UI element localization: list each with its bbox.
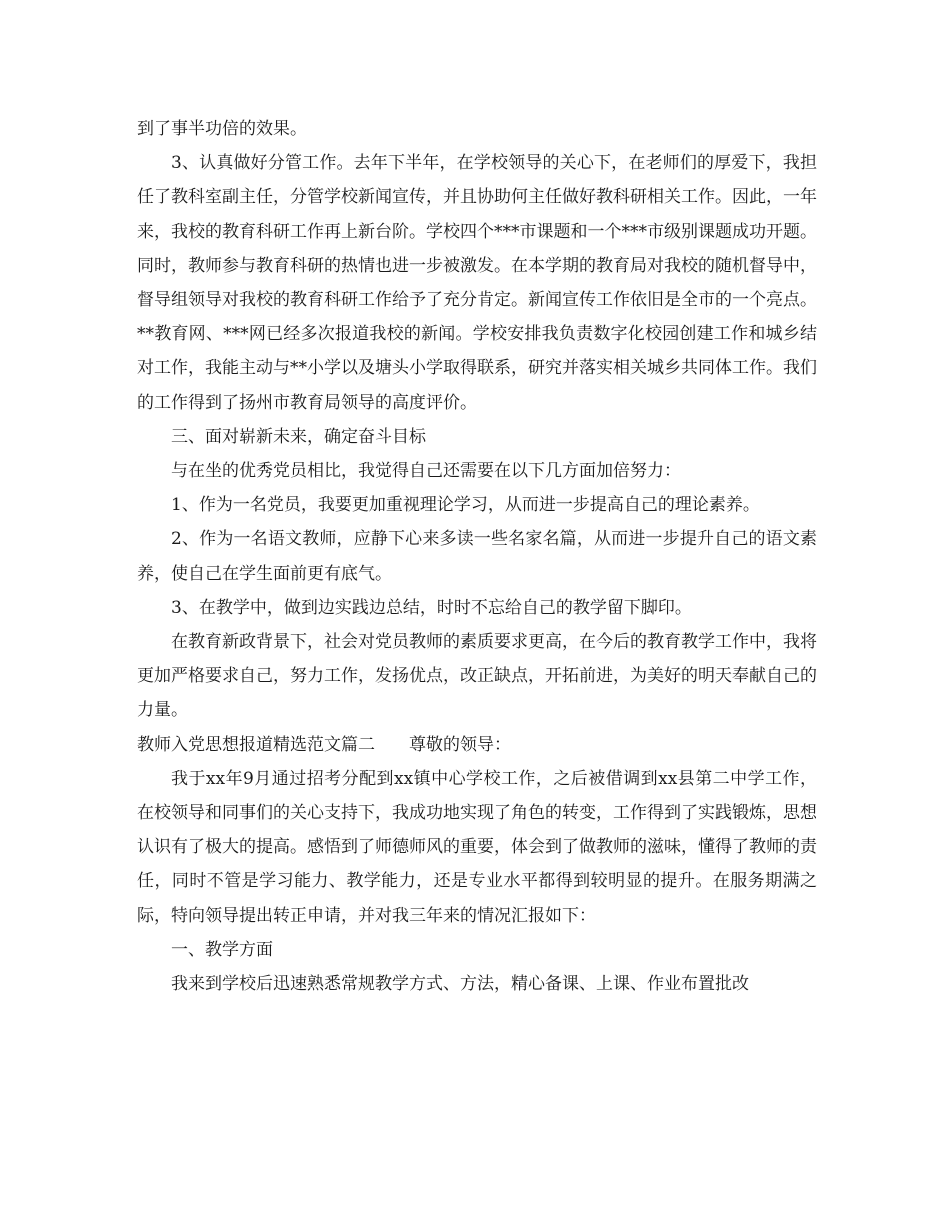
section-heading: 一、教学方面 [171,939,273,960]
section-heading: 三、面对崭新未来，确定奋斗目标 [171,426,426,447]
paragraph: 到了事半功倍的效果。 [137,119,307,139]
paragraph: 3、认真做好分管工作。去年下半年，在学校领导的关心下，在老师们的厚爱下，我担任了教科室副主任，分管学校新闻宣传，并且协助何主任做好教科研相关工作。因此，一年来，我校的教育科研工作再上新台阶。学校四个***市课题和一个***市级别课题成功开题。同时，教师参与教育科研的热情也进一步被激发。在本学期的教育局对我校的随机督导中，督导组领导对我校的教育科研工作给予了充分肯定。新闻宣传工作依旧是全市的一个亮点。**教育网、***网已经多次报道我校的新闻。学校安排我负责数字化校园创建工作和城乡结对工作，我能主动与**小学以及塘头小学取得联系，研究并落实相关城乡共同体工作。我们的工作得到了扬州市教育局领导的高度评价。 [137,153,817,413]
list-item: 1、作为一名党员，我要更加重视理论学习，从而进一步提高自己的理论素养。 [171,495,760,516]
list-item: 2、作为一名语文教师，应静下心来多读一些名家名篇，从而进一步提升自己的语文素养，使自己在学生面前更有底气。 [137,529,817,584]
salutation: 尊敬的领导： [409,734,511,755]
article-title: 教师入党思想报道精选范文篇二 [137,734,375,755]
paragraph: 我来到学校后迅速熟悉常规教学方式、方法，精心备课、上课、作业布置批改 [171,974,749,995]
paragraph: 在教育新政背景下，社会对党员教师的素质要求更高，在今后的教育教学工作中，我将更加严格要求自己，努力工作，发扬优点，改正缺点，开拓前进，为美好的明天奉献自己的力量。 [137,632,817,721]
paragraph: 与在坐的优秀党员相比，我觉得自己还需要在以下几方面加倍努力： [171,461,681,482]
list-item: 3、在教学中，做到边实践边总结，时时不忘给自己的教学留下脚印。 [171,597,692,618]
paragraph: 我于xx年9月通过招考分配到xx镇中心学校工作，之后被借调到xx县第二中学工作，在校领导和同事们的关心支持下，我成功地实现了角色的转变，工作得到了实践锻炼，思想认识有了极大的提高。感悟到了师德师风的重要，体会到了做教师的滋味，懂得了教师的责任，同时不管是学习能力、教学能力，还是专业水平都得到较明显的提升。在服务期满之际，特向领导提出转正申请，并对我三年来的情况汇报如下： [137,768,817,926]
article-heading-line [137,728,817,762]
document-page [137,112,817,1001]
